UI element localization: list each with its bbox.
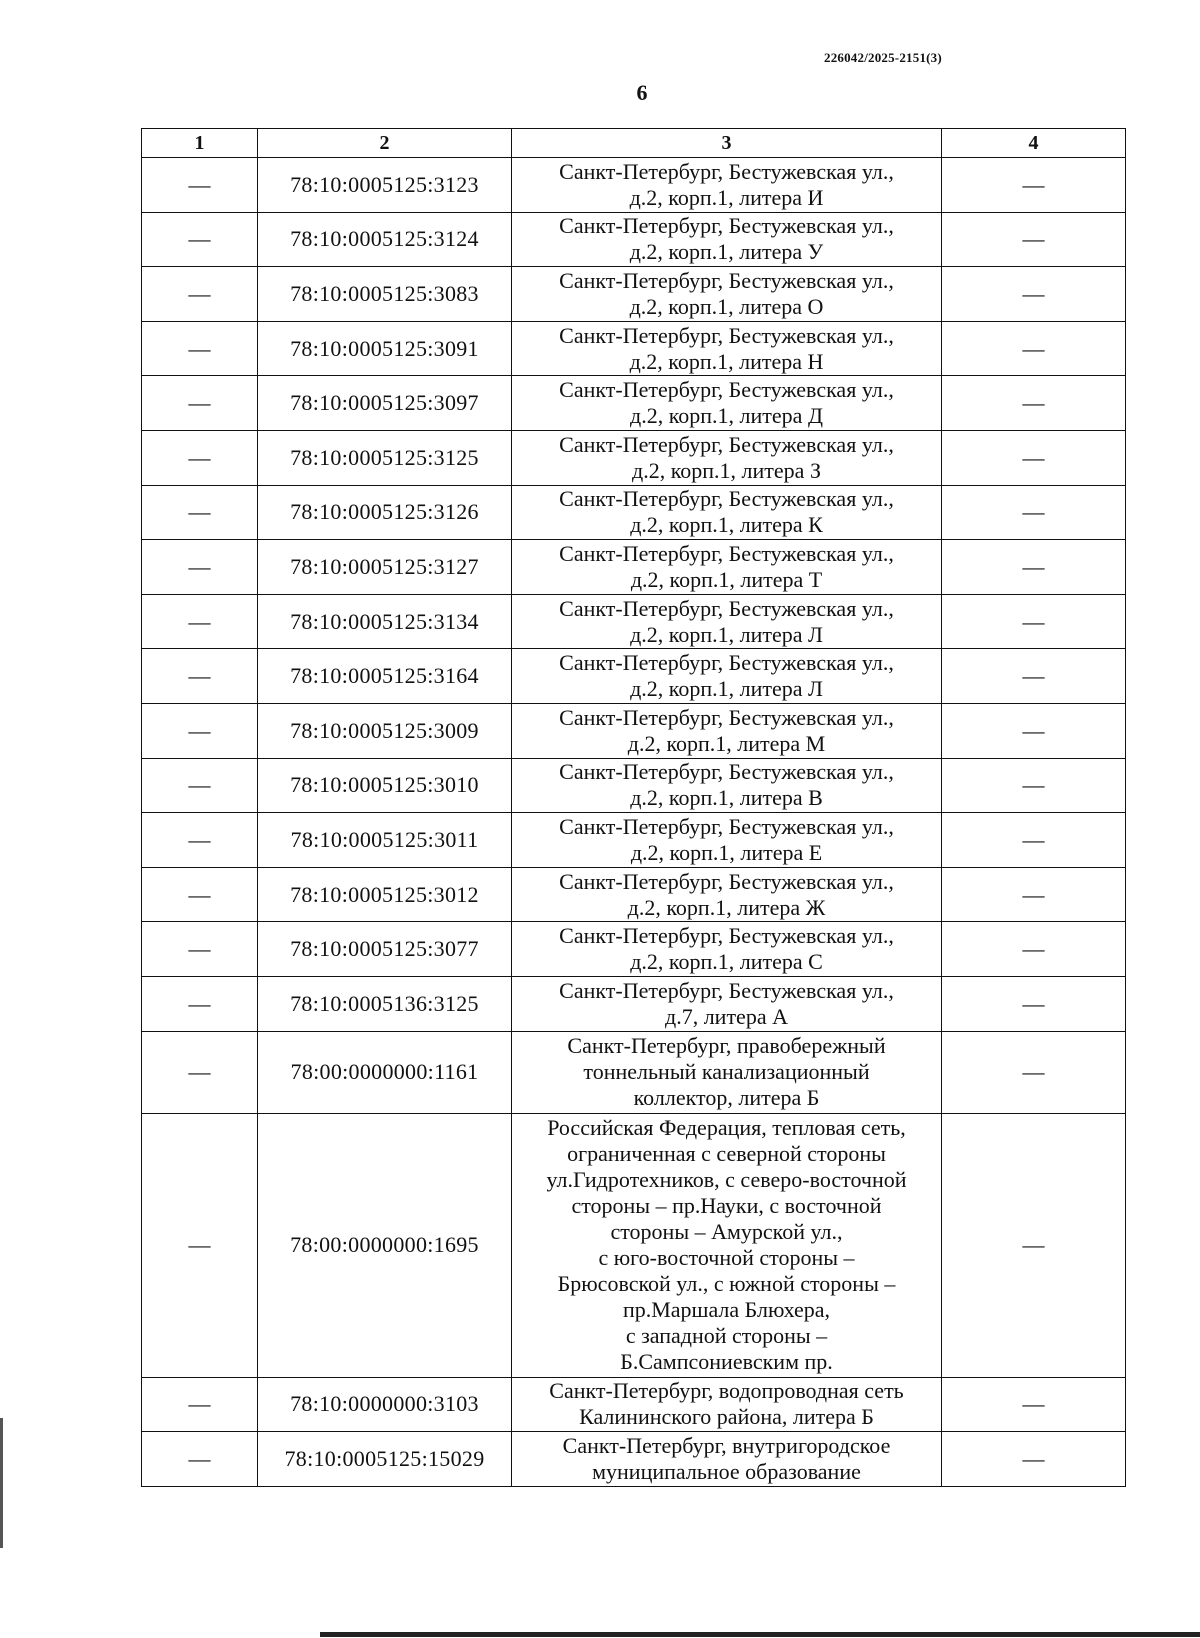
address-line: д.2, корп.1, литера Д [630, 403, 823, 429]
address-line: Санкт-Петербург, Бестужевская ул., [559, 540, 894, 566]
cadastral-number: 78:10:0005125:3164 [258, 649, 512, 704]
scan-margin-mark [0, 1418, 3, 1548]
cadastral-number: 78:10:0000000:3103 [258, 1377, 512, 1432]
cell-col1: — [142, 376, 258, 431]
table-row [142, 1031, 1126, 1113]
cell-col4: — [942, 321, 1126, 376]
table-header [142, 129, 1126, 158]
cell-col4: — [942, 430, 1126, 485]
table-row [142, 1377, 1126, 1432]
address-line: д.2, корп.1, литера У [629, 239, 824, 265]
address-line: Брюсовской ул., с южной стороны – [557, 1271, 896, 1296]
address-line: с юго-восточной стороны – [598, 1245, 855, 1270]
cell-col1: — [142, 922, 258, 977]
address-line: Санкт-Петербург, Бестужевская ул., [559, 595, 894, 621]
address-line: Санкт-Петербург, Бестужевская ул., [559, 977, 894, 1003]
table-row [142, 1432, 1126, 1487]
cell-col1: — [142, 1377, 258, 1432]
table-row [142, 540, 1126, 595]
table-row [142, 158, 1126, 213]
cell-col1: — [142, 703, 258, 758]
table-row [142, 813, 1126, 868]
address-cell [512, 1113, 942, 1377]
cell-col4: — [942, 212, 1126, 267]
address-cell [512, 376, 942, 431]
cell-col4: — [942, 594, 1126, 649]
address-cell [512, 1031, 942, 1113]
cadastral-number: 78:10:0005125:3124 [258, 212, 512, 267]
table-row [142, 703, 1126, 758]
cell-col1: — [142, 649, 258, 704]
column-header-2: 2 [258, 129, 512, 158]
address-line: д.2, корп.1, литера Ж [627, 894, 826, 920]
address-cell [512, 212, 942, 267]
address-cell [512, 1432, 942, 1487]
cell-col4: — [942, 1031, 1126, 1113]
address-line: д.2, корп.1, литера З [632, 457, 821, 483]
table-row [142, 922, 1126, 977]
cell-col1: — [142, 594, 258, 649]
address-line: Санкт-Петербург, Бестужевская ул., [559, 868, 894, 894]
cell-col1: — [142, 212, 258, 267]
column-header-4: 4 [942, 129, 1126, 158]
cell-col1: — [142, 758, 258, 813]
cell-col1: — [142, 485, 258, 540]
table-row [142, 376, 1126, 431]
cadastral-number: 78:10:0005125:3127 [258, 540, 512, 595]
address-line: Б.Сампсониевским пр. [620, 1349, 833, 1374]
cell-col4: — [942, 703, 1126, 758]
cell-col4: — [942, 1113, 1126, 1377]
table-body [142, 158, 1126, 1487]
cell-col1: — [142, 158, 258, 213]
cadastral-number: 78:10:0005125:3009 [258, 703, 512, 758]
table-row [142, 649, 1126, 704]
cell-col4: — [942, 1377, 1126, 1432]
address-line: Санкт-Петербург, Бестужевская ул., [559, 431, 894, 457]
address-line: Санкт-Петербург, Бестужевская ул., [559, 650, 894, 676]
address-cell [512, 976, 942, 1031]
address-cell [512, 540, 942, 595]
address-line: стороны – Амурской ул., [610, 1219, 843, 1244]
address-cell [512, 594, 942, 649]
address-cell [512, 758, 942, 813]
address-cell [512, 267, 942, 322]
cell-col4: — [942, 376, 1126, 431]
table-row [142, 867, 1126, 922]
page-number: 6 [636, 80, 648, 105]
address-line: ул.Гидротехников, с северо-восточной [546, 1167, 907, 1192]
address-line: Санкт-Петербург, Бестужевская ул., [559, 322, 894, 348]
cell-col1: — [142, 321, 258, 376]
document-number: 226042/2025-2151(3) [824, 50, 942, 65]
address-line: Санкт-Петербург, Бестужевская ул., [559, 213, 894, 239]
cell-col4: — [942, 540, 1126, 595]
cadastral-number: 78:10:0005136:3125 [258, 976, 512, 1031]
column-header-3: 3 [512, 129, 942, 158]
cell-col1: — [142, 1031, 258, 1113]
address-cell [512, 430, 942, 485]
cell-col4: — [942, 267, 1126, 322]
cadastral-number: 78:10:0005125:3097 [258, 376, 512, 431]
cell-col4: — [942, 976, 1126, 1031]
cell-col1: — [142, 1432, 258, 1487]
cadastral-number: 78:10:0005125:3126 [258, 485, 512, 540]
cell-col4: — [942, 922, 1126, 977]
cell-col4: — [942, 485, 1126, 540]
cell-col1: — [142, 1113, 258, 1377]
address-cell [512, 321, 942, 376]
cadastral-number: 78:10:0005125:3011 [258, 813, 512, 868]
cell-col4: — [942, 1432, 1126, 1487]
address-line: Калининского района, литера Б [579, 1404, 874, 1430]
address-line: Санкт-Петербург, водопроводная сеть [549, 1378, 904, 1404]
cell-col4: — [942, 158, 1126, 213]
address-cell [512, 867, 942, 922]
column-header-1: 1 [142, 129, 258, 158]
header-row [142, 129, 1126, 158]
address-line: Санкт-Петербург, внутригородское [562, 1432, 891, 1458]
address-cell [512, 158, 942, 213]
address-cell [512, 649, 942, 704]
cell-col1: — [142, 430, 258, 485]
address-line: д.2, корп.1, литера О [629, 293, 824, 319]
address-line: д.2, корп.1, литера К [630, 512, 823, 538]
address-line: с западной стороны – [625, 1323, 828, 1348]
address-cell [512, 813, 942, 868]
address-line: Санкт-Петербург, Бестужевская ул., [559, 759, 894, 785]
table-row [142, 1113, 1126, 1377]
address-line: коллектор, литера Б [633, 1085, 820, 1110]
address-line: д.2, корп.1, литера И [629, 184, 824, 210]
cell-col1: — [142, 540, 258, 595]
cadastral-number: 78:10:0005125:15029 [258, 1432, 512, 1487]
cell-col4: — [942, 867, 1126, 922]
address-line: д.7, литера А [665, 1003, 788, 1029]
cell-col1: — [142, 267, 258, 322]
cadastral-number: 78:00:0000000:1161 [258, 1031, 512, 1113]
address-line: стороны – пр.Науки, с восточной [571, 1193, 882, 1218]
cadastral-table [141, 128, 1126, 1487]
address-cell [512, 1377, 942, 1432]
address-line: тоннельный канализационный [583, 1059, 870, 1084]
cadastral-number: 78:10:0005125:3083 [258, 267, 512, 322]
scan-bottom-edge [320, 1632, 1200, 1637]
table-row [142, 976, 1126, 1031]
address-line: ограниченная с северной стороны [567, 1141, 886, 1166]
address-line: Санкт-Петербург, Бестужевская ул., [559, 813, 894, 839]
address-line: д.2, корп.1, литера С [630, 949, 823, 975]
cadastral-number: 78:00:0000000:1695 [258, 1113, 512, 1377]
address-line: Санкт-Петербург, Бестужевская ул., [559, 923, 894, 949]
table-row [142, 430, 1126, 485]
cadastral-number: 78:10:0005125:3077 [258, 922, 512, 977]
address-line: д.2, корп.1, литера М [627, 730, 826, 756]
table-row [142, 321, 1126, 376]
address-line: д.2, корп.1, литера Л [630, 676, 823, 702]
table-row [142, 594, 1126, 649]
address-line: д.2, корп.1, литера Н [629, 348, 824, 374]
address-line: Санкт-Петербург, Бестужевская ул., [559, 158, 894, 184]
cell-col4: — [942, 758, 1126, 813]
cadastral-number: 78:10:0005125:3123 [258, 158, 512, 213]
address-cell [512, 703, 942, 758]
cell-col1: — [142, 813, 258, 868]
cell-col1: — [142, 867, 258, 922]
address-line: Российская Федерация, тепловая сеть, [547, 1115, 906, 1140]
table-row [142, 212, 1126, 267]
address-line: муниципальное образование [592, 1458, 861, 1484]
address-cell [512, 485, 942, 540]
address-line: Санкт-Петербург, Бестужевская ул., [559, 704, 894, 730]
table-row [142, 758, 1126, 813]
cadastral-number: 78:10:0005125:3091 [258, 321, 512, 376]
cadastral-number: 78:10:0005125:3134 [258, 594, 512, 649]
address-line: д.2, корп.1, литера В [630, 785, 823, 811]
address-line: Санкт-Петербург, Бестужевская ул., [559, 377, 894, 403]
address-line: Санкт-Петербург, Бестужевская ул., [559, 486, 894, 512]
address-cell [512, 922, 942, 977]
address-line: пр.Маршала Блюхера, [622, 1297, 831, 1322]
address-line: д.2, корп.1, литера Т [630, 566, 823, 592]
cadastral-number: 78:10:0005125:3010 [258, 758, 512, 813]
cell-col1: — [142, 976, 258, 1031]
cell-col4: — [942, 649, 1126, 704]
address-line: д.2, корп.1, литера Л [630, 621, 823, 647]
cadastral-number: 78:10:0005125:3012 [258, 867, 512, 922]
cell-col4: — [942, 813, 1126, 868]
address-line: Санкт-Петербург, правобережный [567, 1033, 886, 1058]
address-line: д.2, корп.1, литера Е [630, 839, 823, 865]
table-row [142, 485, 1126, 540]
table-row [142, 267, 1126, 322]
cadastral-number: 78:10:0005125:3125 [258, 430, 512, 485]
address-line: Санкт-Петербург, Бестужевская ул., [559, 267, 894, 293]
